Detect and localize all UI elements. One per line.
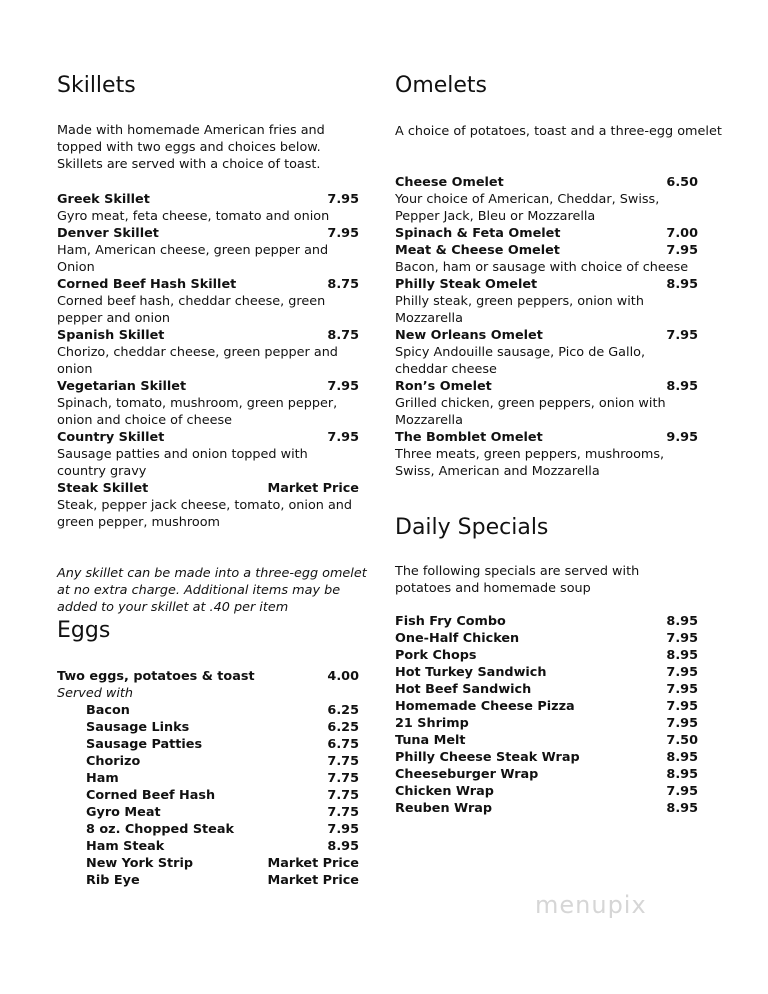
item-price: 9.95 (666, 430, 698, 445)
item-name: New Orleans Omelet (395, 328, 543, 343)
served-with-label: Served with (57, 686, 134, 701)
item-price: 7.95 (666, 716, 698, 731)
omelets-list (395, 174, 698, 480)
item-name: Cheese Omelet (395, 175, 504, 190)
item-name: Sausage Links (86, 720, 190, 735)
menu-item-row (395, 749, 698, 766)
item-name: Philly Steak Omelet (395, 277, 538, 292)
skillets-intro: Made with homemade American fries and topped with two eggs and choices below. Skillets are served with a choice of toast. (57, 123, 325, 172)
item-price: 7.95 (327, 430, 359, 445)
menu-item-row (395, 276, 698, 293)
item-name: Ron’s Omelet (395, 379, 492, 394)
egg-sides-list (57, 702, 359, 889)
menu-item-row (395, 715, 698, 732)
item-price: 8.95 (666, 750, 698, 765)
menu-item-row (57, 378, 359, 395)
item-description: Your choice of American, Cheddar, Swiss, Pepper Jack, Bleu or Mozzarella (395, 192, 660, 224)
item-name: Denver Skillet (57, 226, 159, 241)
item-price: 7.95 (666, 784, 698, 799)
item-price: Market Price (267, 481, 359, 496)
item-description: Sausage patties and onion topped with country gravy (57, 447, 308, 479)
item-name: One-Half Chicken (395, 631, 520, 646)
item-price: 7.95 (327, 226, 359, 241)
item-price: 8.95 (666, 767, 698, 782)
item-name: New York Strip (86, 856, 194, 871)
menu-item-row (86, 736, 359, 753)
item-price: 6.75 (327, 737, 359, 752)
item-name: Pork Chops (395, 648, 477, 663)
item-price: 7.95 (666, 328, 698, 343)
menu-item-row (395, 630, 698, 647)
item-price: 7.95 (666, 631, 698, 646)
item-price: Market Price (267, 856, 359, 871)
skillets-note: Any skillet can be made into a three-egg omelet at no extra charge. Additional items may be added to your skillet at .40 per item (57, 566, 367, 615)
menu-item-row (395, 242, 698, 259)
item-price: 7.95 (666, 243, 698, 258)
item-price: 6.25 (327, 703, 359, 718)
item-name: Philly Cheese Steak Wrap (395, 750, 580, 765)
menu-item-row (57, 668, 359, 685)
menu-item-row (86, 838, 359, 855)
menu-item-row (395, 327, 698, 344)
item-price: 7.75 (327, 805, 359, 820)
item-name: Sausage Patties (86, 737, 203, 752)
menu-item-row (395, 698, 698, 715)
item-price: 7.00 (666, 226, 698, 241)
item-name: Two eggs, potatoes & toast (57, 669, 255, 684)
menu-item-row (395, 647, 698, 664)
item-name: Vegetarian Skillet (57, 379, 187, 394)
item-price: 6.50 (666, 175, 698, 190)
item-name: Meat & Cheese Omelet (395, 243, 560, 258)
menu-item-row (86, 804, 359, 821)
item-description: Grilled chicken, green peppers, onion with Mozzarella (395, 396, 666, 428)
eggs-heading: Eggs (57, 618, 111, 643)
menu-item-row (57, 480, 359, 497)
menu-item-row (395, 225, 698, 242)
item-description: Philly steak, green peppers, onion with Mozzarella (395, 294, 644, 326)
menu-item-row (86, 787, 359, 804)
item-price: 7.75 (327, 771, 359, 786)
item-name: Country Skillet (57, 430, 165, 445)
menu-item-row (57, 191, 359, 208)
menu-item-row (395, 174, 698, 191)
item-name: 21 Shrimp (395, 716, 469, 731)
item-price: Market Price (267, 873, 359, 888)
item-price: 8.95 (327, 839, 359, 854)
item-price: 8.75 (327, 328, 359, 343)
item-name: Gyro Meat (86, 805, 161, 820)
item-price: 7.50 (666, 733, 698, 748)
omelets-intro: A choice of potatoes, toast and a three-egg omelet (395, 124, 722, 139)
item-description: Steak, pepper jack cheese, tomato, onion and green pepper, mushroom (57, 498, 353, 530)
item-name: 8 oz. Chopped Steak (86, 822, 234, 837)
item-price: 8.75 (327, 277, 359, 292)
item-description: Chorizo, cheddar cheese, green pepper and onion (57, 345, 338, 377)
item-name: Rib Eye (86, 873, 140, 888)
item-name: Ham (86, 771, 119, 786)
item-name: Steak Skillet (57, 481, 149, 496)
item-description: Three meats, green peppers, mushrooms, Swiss, American and Mozzarella (395, 447, 665, 479)
item-name: Chorizo (86, 754, 141, 769)
item-name: Homemade Cheese Pizza (395, 699, 575, 714)
item-price: 7.95 (327, 379, 359, 394)
item-price: 7.75 (327, 788, 359, 803)
item-price: 7.95 (327, 822, 359, 837)
specials-intro: The following specials are served with potatoes and homemade soup (395, 564, 640, 596)
menu-item-row (395, 783, 698, 800)
item-description: Gyro meat, feta cheese, tomato and onion (57, 209, 330, 224)
item-name: Corned Beef Hash Skillet (57, 277, 237, 292)
menu-item-row (86, 872, 359, 889)
menu-item-row (86, 719, 359, 736)
menu-item-row (57, 327, 359, 344)
item-description: Spinach, tomato, mushroom, green pepper, onion and choice of cheese (57, 396, 338, 428)
eggs-section (57, 668, 359, 889)
omelets-heading: Omelets (395, 73, 488, 98)
item-name: Tuna Melt (395, 733, 466, 748)
skillets-heading: Skillets (57, 73, 136, 98)
item-price: 6.25 (327, 720, 359, 735)
item-price: 7.95 (666, 682, 698, 697)
item-name: Ham Steak (86, 839, 165, 854)
menu-item-row (86, 821, 359, 838)
item-price: 7.95 (327, 192, 359, 207)
item-description: Bacon, ham or sausage with choice of cheese (395, 260, 689, 275)
menu-item-row (395, 378, 698, 395)
item-price: 8.95 (666, 801, 698, 816)
menu-item-row (57, 225, 359, 242)
menu-item-row (395, 681, 698, 698)
menu-item-row (86, 753, 359, 770)
item-description: Corned beef hash, cheddar cheese, green pepper and onion (57, 294, 326, 326)
item-name: Hot Turkey Sandwich (395, 665, 547, 680)
menu-item-row (86, 855, 359, 872)
item-price: 8.95 (666, 379, 698, 394)
menu-item-row (57, 429, 359, 446)
menu-item-row (395, 664, 698, 681)
menu-item-row (395, 766, 698, 783)
menu-item-row (86, 770, 359, 787)
item-name: Spanish Skillet (57, 328, 165, 343)
item-name: Corned Beef Hash (86, 788, 216, 803)
item-price: 7.95 (666, 699, 698, 714)
menu-item-row (86, 702, 359, 719)
item-description: Spicy Andouille sausage, Pico de Gallo, cheddar cheese (395, 345, 646, 377)
menu-item-row (395, 613, 698, 630)
item-price: 4.00 (327, 669, 359, 684)
item-name: Reuben Wrap (395, 801, 493, 816)
item-name: Bacon (86, 703, 130, 718)
item-description: Ham, American cheese, green pepper and Onion (57, 243, 329, 275)
menu-item-row (395, 800, 698, 817)
item-price: 8.95 (666, 648, 698, 663)
item-name: Hot Beef Sandwich (395, 682, 532, 697)
menu-item-row (395, 429, 698, 446)
menupix-watermark: menupix (535, 891, 647, 919)
item-name: Spinach & Feta Omelet (395, 226, 561, 241)
specials-heading: Daily Specials (395, 515, 549, 540)
item-price: 8.95 (666, 277, 698, 292)
menu-item-row (395, 732, 698, 749)
item-name: Greek Skillet (57, 192, 150, 207)
item-name: Cheeseburger Wrap (395, 767, 539, 782)
item-name: Fish Fry Combo (395, 614, 506, 629)
menu-item-row (57, 276, 359, 293)
skillets-list (57, 191, 359, 531)
item-name: Chicken Wrap (395, 784, 494, 799)
item-price: 7.95 (666, 665, 698, 680)
item-name: The Bomblet Omelet (395, 430, 543, 445)
specials-list (395, 613, 698, 817)
item-price: 8.95 (666, 614, 698, 629)
item-price: 7.75 (327, 754, 359, 769)
